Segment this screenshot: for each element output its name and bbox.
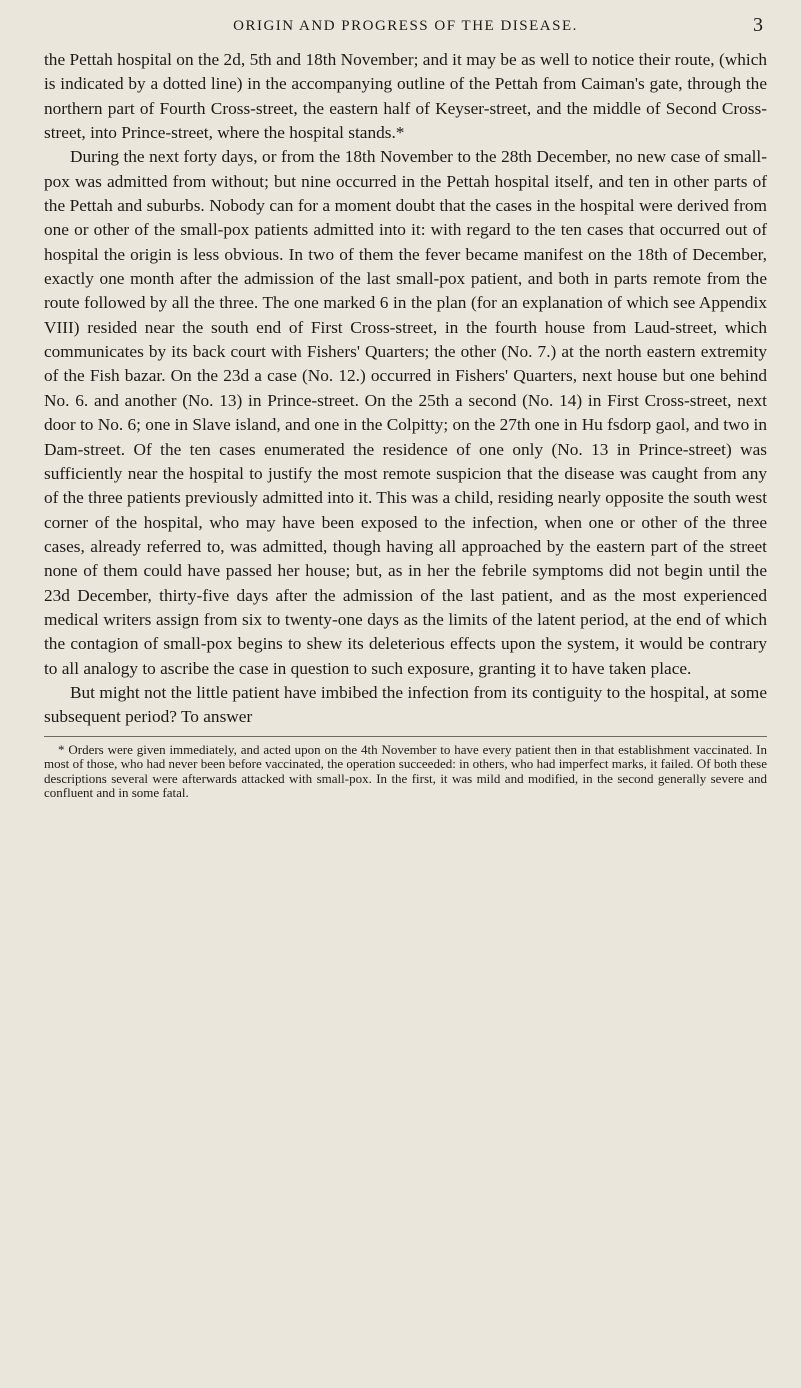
page-number: 3: [753, 14, 763, 36]
running-head: ORIGIN AND PROGRESS OF THE DISEASE.: [233, 18, 578, 34]
footnote: [44, 743, 767, 801]
footnote-text: * Orders were given immediately, and acted upon on the 4th November to have every patient then in that establishment vaccinated. In most of those, who had never been before vaccinated, the operation succeeded: in others, who had imperfect marks, it failed. Of both these descriptions several were afterwards attacked with small-pox. In the first, it was mild and modified, in the second generally severe and confluent and in some fatal.: [44, 741, 767, 801]
page-header: [44, 14, 767, 48]
paragraph-continued: the Pettah hospital on the 2d, 5th and 18th November; and it may be as well to notice their route, (which is indicated by a dotted line) in the accompanying outline of the Pettah from Caiman's gate, through the northern part of Fourth Cross-street, the eastern half of Keyser-street, and the middle of Second Cross-street, into Prince-street, where the hospital stands.*: [44, 50, 767, 143]
footnote-divider: [44, 736, 767, 737]
paragraph-forty-days: During the next forty days, or from the 18th November to the 28th December, no new case of small-pox was admitted from without; but nine occurred in the Pettah hospital itself, and ten in other parts of the Pettah and suburbs. Nobody can for a moment doubt that the cases in the hospital were derived from one or other of the small-pox patients admitted into it: with regard to the ten cases that occurred out of hospital the origin is less obvious. In two of them the fever became manifest on the 18th of December, exactly one month after the admission of the last small-pox patient, and both in parts remote from the route followed by all the three. The one marked 6 in the plan (for an explanation of which see Appendix VIII) resided near the south end of First Cross-street, in the fourth house from Laud-street, which communicates by its back court with Fishers' Quarters; the other (No. 7.) at the north eastern extremity of the Fish bazar. On the 23d a case (No. 12.) occurred in Fishers' Quarters, next house but one behind No. 6. and another (No. 13) in Prince-street. On the 25th a second (No. 14) in First Cross-street, next door to No. 6; one in Slave island, and one in the Colpitty; on the 27th one in Hu fsdorp gaol, and two in Dam-street. Of the ten cases enumerated the residence of one only (No. 13 in Prince-street) was sufficiently near the hospital to justify the most remote suspicion that the disease was caught from any of the three patients previously admitted into it. This was a child, residing nearly opposite the south west corner of the hospital, who may have been exposed to the infection, when one or other of the three cases, already referred to, was admitted, though having all approached by the eastern part of the street none of them could have passed her house; but, as in her the febrile symptoms did not begin until the 23d December, thirty-five days after the admission of the last patient, and as the most experienced medical writers assign from six to twenty-one days as the limits of the latent period, at the end of which the contagion of small-pox begins to shew its deleterious effects upon the system, it would be contrary to all analogy to ascribe the case in question to such exposure, granting it to have taken place.: [44, 147, 767, 678]
main-text: [44, 48, 767, 730]
paragraph-but-might-not: But might not the little patient have imbibed the infection from its contiguity to the hospital, at some subsequent period? To answer: [44, 682, 767, 727]
